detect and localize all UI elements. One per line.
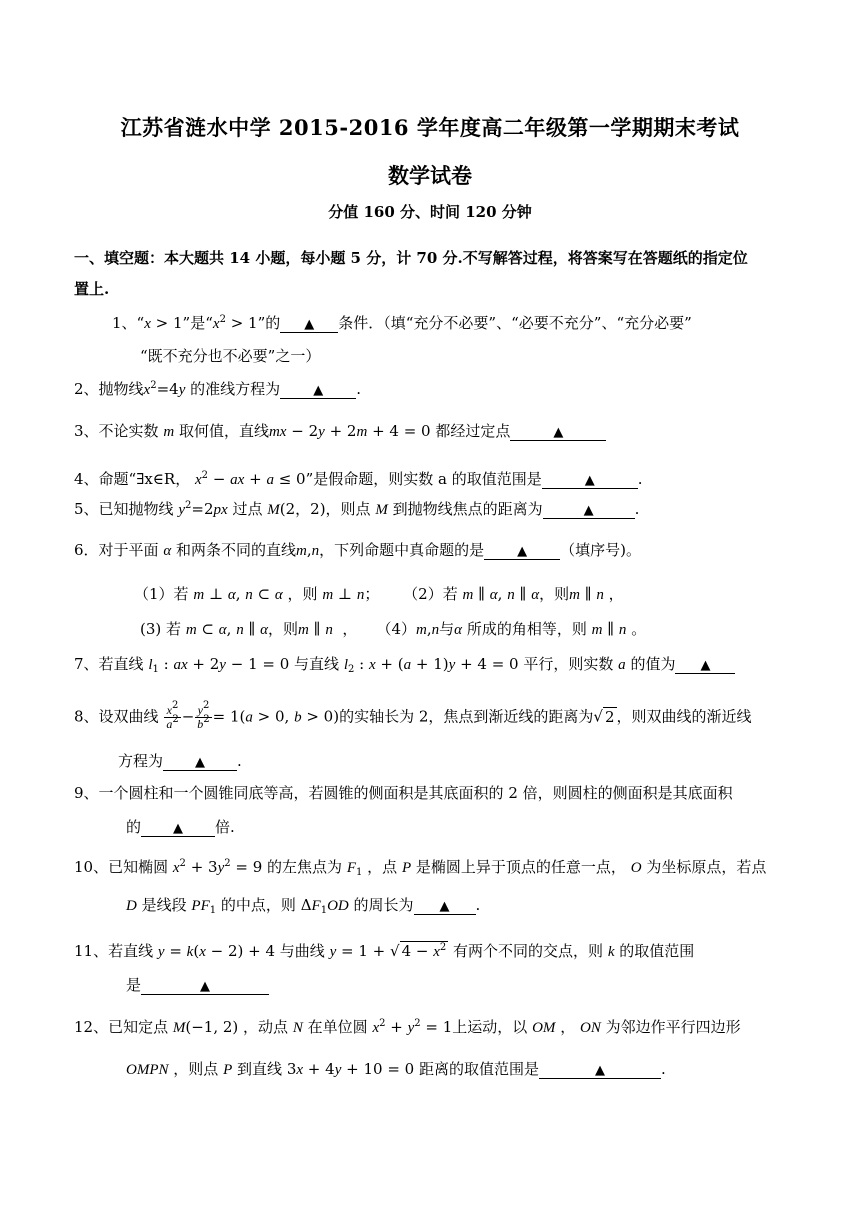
blank-mark: ▲ [173,821,184,836]
answer-blank-12[interactable] [539,1063,661,1079]
blank-mark: ▲ [700,658,711,673]
question-7: 7、若直线 $l_1$ : ax + 2y − 1 = 0 与直线 $l_2$ : x + (a + 1)y + 4 = 0 平行，则实数 a 的值为 ▲ [74,653,735,674]
answer-blank-6[interactable] [484,544,560,560]
question-9-cont: 的 ▲ 倍. [126,818,235,836]
question-11: 11、若直线 y = k(x − 2) + 4 与曲线 y = 1 + √ $4 - x^2$ 有两个不同的交点，则 k 的取值范围 [74,942,695,960]
question-1: 1、“x > 1”是“$x^2 > 1$”的 ▲ 条件．（填“充分不必要”、“必要不充分”、“充分必要” [112,314,692,332]
answer-blank-4[interactable] [542,473,638,489]
answer-blank-3[interactable] [510,425,606,441]
blank-mark: ▲ [313,383,324,398]
question-3: 3、不论实数 m 取何值，直线mx − 2y + 2m + 4 = 0 都经过定点 ▲ [74,420,606,441]
exam-title: 江苏省涟水中学 2015-2016 学年度高二年级第一学期期末考试 [120,115,740,140]
question-9: 9、一个圆柱和一个圆锥同底等高，若圆锥的侧面积是其底面积的 2 倍，则圆柱的侧面积是其底面积 [74,784,733,802]
blank-mark: ▲ [517,544,528,559]
blank-mark: ▲ [439,899,450,914]
blank-mark: ▲ [583,503,594,518]
question-6-options-b: (3) 若 m ⊂ α, n ∥ α，则m ∥ n ， （4）m,n与α 所成的角相等，则 m ∥ n 。 [140,620,647,638]
question-6-options-a: （1）若 m ⊥ α, n ⊂ α ，则 m ⊥ n； （2）若 m ∥ α, n ∥ α，则m ∥ n ， [134,585,624,603]
question-12-cont: OMPN ，则点 P 到直线 3x + 4y + 10 = 0 距离的取值范围是 ▲ . [126,1060,666,1078]
answer-blank-5[interactable] [543,503,635,519]
section-instruction: 一、填空题：本大题共 14 小题，每小题 5 分，计 70 分.不写解答过程，将答案写在答题纸的指定位 [74,249,748,267]
question-12: 12、已知定点 M(−1, 2) ，动点 N 在单位圆 $x^2 + y^2 = 1$上运动，以 OM ， ON 为邻边作平行四边形 [74,1018,741,1036]
question-4: 4、命题“∃x∈R， $x^2$ − ax + a ≤ 0”是假命题，则实数 a 的取值范围是 ▲ . [74,470,643,488]
question-5: 5、已知抛物线 $y^2=2px$ 过点 M(2，2)，则点 M 到抛物线焦点的距离为 ▲ . [74,500,640,518]
question-8: 8、设双曲线 $\frac{x^2}{a^2}$ − $\frac{y^2}{b^2}$ = 1(a > 0, b > 0)的实轴长为 2，焦点到渐近线的距离为√ 2 ，则双曲线的渐近线 [74,700,752,731]
exam-subtitle: 数学试卷 [388,163,472,188]
answer-blank-9[interactable] [141,821,215,837]
blank-mark: ▲ [200,979,211,994]
blank-mark: ▲ [594,1063,605,1078]
blank-mark: ▲ [553,425,564,440]
blank-mark: ▲ [195,755,206,770]
section-instruction-cont: 置上. [74,280,110,298]
question-8-cont: 方程为 ▲ . [118,752,242,770]
question-10-cont: D 是线段 $PF_1$ 的中点，则 $\Delta F_1OD$ 的周长为 ▲ . [126,896,481,916]
answer-blank-8[interactable] [163,755,237,771]
question-11-cont: 是 ▲ [126,974,269,995]
exam-meta: 分值 160 分、时间 120 分钟 [328,203,532,221]
answer-blank-1[interactable] [280,317,338,333]
answer-blank-2[interactable] [280,383,356,399]
answer-blank-11[interactable] [141,979,269,995]
question-2: 2、抛物线$x^2=4y$ 的准线方程为 ▲ . [74,380,361,398]
answer-blank-10[interactable] [414,899,476,915]
question-1-cont: “既不充分也不必要”之一） [140,347,321,365]
blank-mark: ▲ [584,473,595,488]
blank-mark: ▲ [304,317,315,332]
answer-blank-7[interactable] [675,658,735,674]
question-10: 10、已知椭圆 $x^2 + 3y^2 = 9$ 的左焦点为 $F_1$ ，点 P 是椭圆上异于顶点的任意一点， O 为坐标原点，若点 [74,858,767,878]
question-6: 6．对于平面 α 和两条不同的直线m,n，下列命题中真命题的是 ▲ （填序号)。 [74,541,641,559]
